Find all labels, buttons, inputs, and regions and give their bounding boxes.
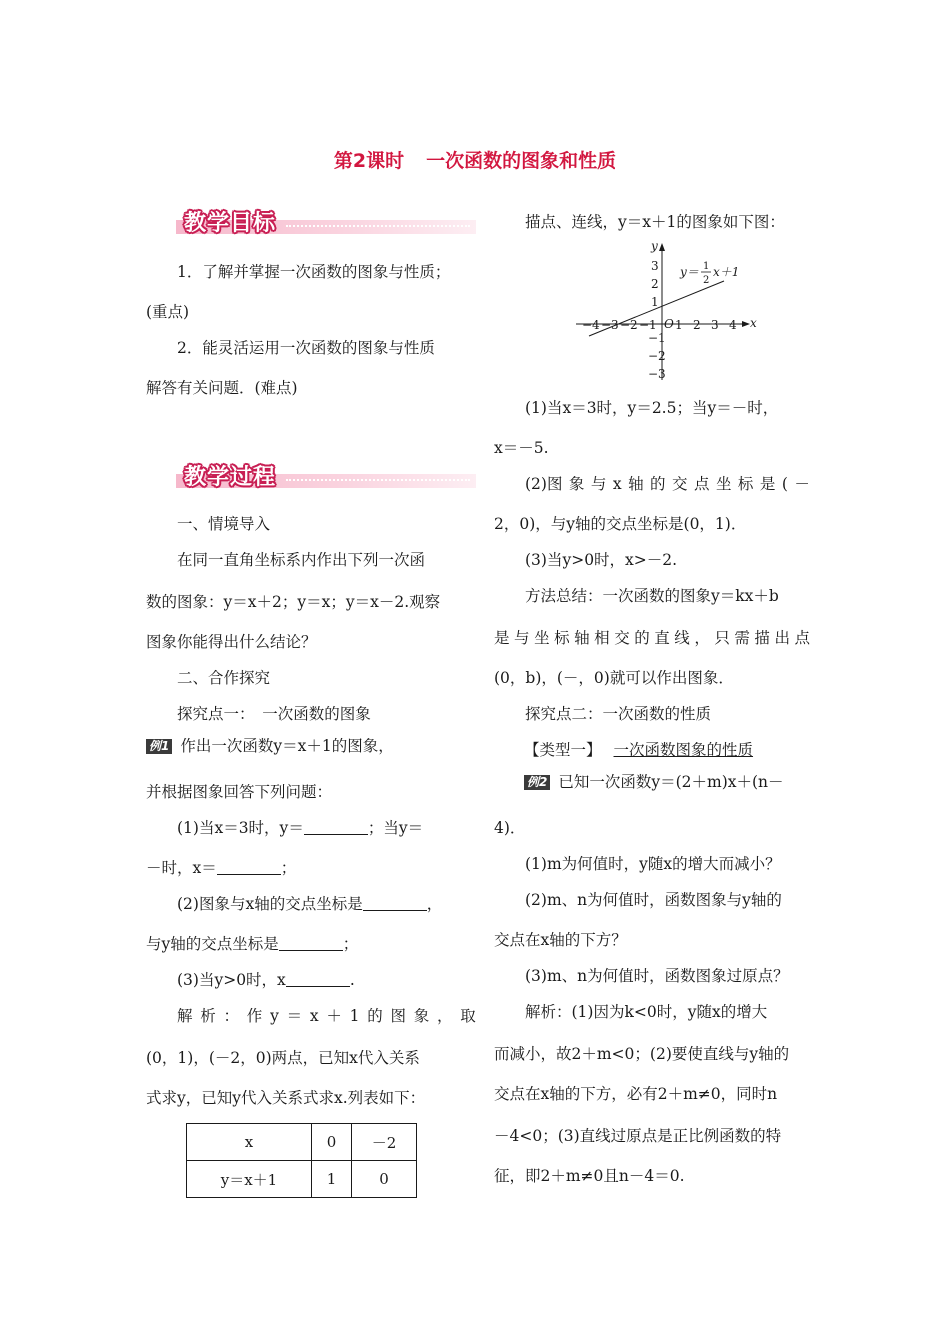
lesson-topic: 一次函数的图象和性质 — [426, 150, 617, 172]
solution-line-2: (0，1)，(－2，0)两点，已知x代入关系 — [146, 1049, 420, 1067]
solution-2-line-2: 而减小，故2＋m<0；(2)要使直线与y轴的 — [494, 1045, 790, 1063]
y-axis-label: y — [651, 239, 658, 253]
goal-2: 2．能灵活运用一次函数的图象与性质 — [177, 339, 435, 357]
goal-1-tag: (重点) — [146, 303, 190, 321]
solution-2-line-4: －4<0；(3)直线过原点是正比例函数的特 — [494, 1127, 782, 1145]
answer-3: (3)当y>0时，x>－2. — [525, 551, 678, 569]
y-tick-label: 2 — [651, 277, 659, 291]
answer-blank — [217, 859, 281, 875]
teaching-process-banner: 教学过程 — [176, 460, 476, 496]
question-1-cont: －时，x＝ ； — [146, 859, 297, 877]
table-row — [187, 1124, 417, 1161]
answer-blank — [304, 819, 368, 835]
example-2-q1: (1)m为何值时，y随x的增大而减小？ — [525, 855, 781, 873]
teaching-goals-banner: 教学目标 — [176, 206, 476, 242]
question-1: (1)当x＝3时，y＝ ；当y＝ — [177, 819, 424, 837]
lesson-number: 第2课时 — [333, 150, 405, 172]
table-row — [187, 1161, 417, 1198]
x-tick-label: 2 — [693, 318, 701, 332]
y-tick-label: −1 — [648, 331, 666, 345]
equation-numerator: 1 — [703, 261, 710, 272]
solution-line-1: 解 析 ： 作 y ＝ x ＋ 1 的 图 象 ， 取 — [177, 1007, 476, 1025]
x-tick-label: −4 — [582, 318, 600, 332]
solution-2-line-3: 交点在x轴的下方，必有2＋m≠0，同时n — [494, 1085, 778, 1103]
equation-suffix: x＋1 — [713, 265, 740, 279]
goal-1: 1．了解并掌握一次函数的图象与性质； — [177, 263, 451, 281]
method-summary-2: 是 与 坐 标 轴 相 交 的 直 线 ， 只 需 描 出 点 — [494, 629, 810, 647]
x-tick-label: 4 — [729, 318, 737, 332]
table-cell: 0 — [352, 1161, 417, 1198]
table-cell: x — [187, 1124, 312, 1161]
value-table — [186, 1123, 417, 1198]
example-2-q3: (3)m、n为何值时，函数图象过原点？ — [525, 967, 789, 985]
origin-label: O — [664, 317, 674, 331]
x-axis-arrow-icon — [742, 321, 750, 327]
x-tick-label: −3 — [601, 318, 619, 332]
answer-blank — [279, 935, 343, 951]
question-2: (2)图象与x轴的交点坐标是 ， — [177, 895, 443, 913]
answer-blank — [286, 971, 350, 987]
equation-denominator: 2 — [703, 275, 710, 286]
example-2: 例2 已知一次函数y＝(2＋m)x＋(n－ — [494, 772, 810, 792]
intro-para-1: 在同一直角坐标系内作出下列一次函 — [177, 551, 426, 569]
x-axis-label: x — [750, 316, 757, 330]
explore-point-1: 探究点一： 一次函数的图象 — [177, 705, 371, 723]
intro-para-3: 图象你能得出什么结论？ — [146, 633, 317, 651]
y-axis-arrow-icon — [659, 243, 665, 251]
example-1-cont: 并根据图象回答下列问题： — [146, 783, 333, 801]
example-2-q2-cont: 交点在x轴的下方？ — [494, 931, 627, 949]
example-2-q2: (2)m、n为何值时，函数图象与y轴的 — [525, 891, 782, 909]
page-title — [0, 146, 950, 173]
method-summary-3: (0，b)，(－，0)就可以作出图象． — [494, 669, 734, 687]
section-explore: 二、合作探究 — [177, 669, 271, 687]
solution-line-3: 式求y，已知y代入关系式求x.列表如下： — [146, 1089, 426, 1107]
method-summary-1: 方法总结：一次函数的图象y＝kx＋b — [525, 587, 779, 605]
y-tick-label: −3 — [648, 367, 666, 381]
equation-prefix: y＝ — [680, 265, 699, 279]
x-tick-label: −2 — [620, 318, 638, 332]
table-cell: y＝x＋1 — [187, 1161, 312, 1198]
type-heading: 【类型一】 一次函数图象的性质 — [524, 741, 754, 759]
answer-1-cont: x＝－5. — [494, 439, 549, 457]
table-cell: －2 — [352, 1124, 417, 1161]
plot-intro: 描点、连线，y＝x＋1的图象如下图： — [525, 213, 785, 231]
example-badge: 例2 — [524, 775, 550, 790]
solution-2-line-5: 征，即2＋m≠0且n－4＝0. — [494, 1167, 685, 1185]
x-tick-label: −1 — [639, 318, 657, 332]
table-cell: 1 — [312, 1161, 352, 1198]
example-2-cont: 4)． — [494, 819, 526, 837]
example-badge: 例1 — [146, 739, 172, 754]
explore-point-2: 探究点二：一次函数的性质 — [525, 705, 712, 723]
y-tick-label: 1 — [651, 295, 659, 309]
intro-para-2: 数的图象：y＝x＋2；y＝x；y＝x－2.观察 — [146, 593, 441, 611]
answer-blank — [363, 895, 427, 911]
y-tick-label: −2 — [648, 349, 666, 363]
example-1: 例1 作出一次函数y＝x＋1的图象， — [146, 736, 476, 756]
section-intro: 一、情境导入 — [177, 515, 271, 533]
table-cell: 0 — [312, 1124, 352, 1161]
x-tick-label: 1 — [675, 318, 683, 332]
answer-2-cont: 2，0)，与y轴的交点坐标是(0，1)． — [494, 515, 747, 533]
y-tick-label: 3 — [651, 259, 659, 273]
solution-2-line-1: 解析：(1)因为k<0时，y随x的增大 — [525, 1003, 768, 1021]
question-2-cont: 与y轴的交点坐标是 ； — [146, 935, 359, 953]
function-graph — [574, 236, 764, 382]
goal-2-cont: 解答有关问题．(难点) — [146, 379, 298, 397]
question-3: (3)当y>0时，x . — [177, 971, 355, 989]
answer-1: (1)当x＝3时，y＝2.5；当y＝－时， — [525, 399, 779, 417]
answer-2: (2)图 象 与 x 轴 的 交 点 坐 标 是 ( － — [525, 475, 810, 493]
x-tick-label: 3 — [711, 318, 719, 332]
